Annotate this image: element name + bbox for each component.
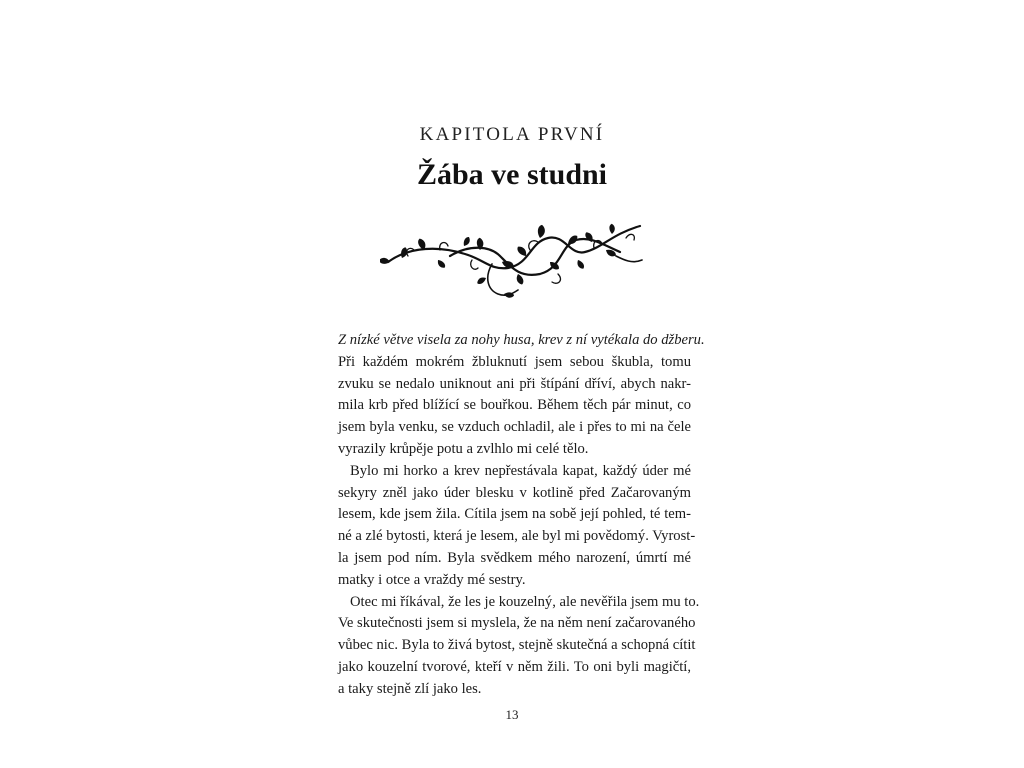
page-number: 13 (505, 707, 519, 722)
text-line: a taky stejně zlí jako les. (338, 680, 482, 697)
text-line: zvuku se nedalo uniknout ani při štípání dříví, abych nakr- (338, 375, 691, 392)
chapter-body (338, 330, 705, 701)
text-line: mila krb před blížící se bouřkou. Během těch pár minut, co (338, 397, 691, 414)
text-line: Ve skutečnosti jsem si myslela, že na něm není začarovaného (338, 615, 696, 632)
chapter-label: KAPITOLA PRVNÍ (419, 124, 605, 145)
chapter-title: Žába ve studni (416, 158, 608, 191)
text-line: sekyry zněl jako úder blesku v kotlině před Začarovaným (338, 484, 691, 501)
text-line: matky i otce a vraždy mé sestry. (338, 571, 526, 588)
text-line: Otec mi říkával, že les je kouzelný, ale nevěřila jsem mu to. (350, 593, 700, 610)
text-line: né a zlé bytosti, která je lesem, ale byl mi povědomý. Vyrost- (338, 528, 696, 545)
vine-flourish-icon (380, 216, 650, 308)
text-line: lesem, kde jsem žila. Cítila jsem na sobě její pohled, té tem- (338, 506, 691, 523)
text-line: vůbec nic. Byla to živá bytost, stejně skutečná a schopná cítit (338, 637, 696, 654)
text-line: la jsem pod ním. Byla svědkem mého narození, úmrtí mé (338, 549, 691, 566)
text-line: vyrazily krůpěje potu a zvlhlo mi celé tělo. (338, 440, 589, 457)
text-line: jako kouzelní tvorové, kteří v něm žili. To oni byli magičtí, (338, 658, 691, 675)
text-line: jsem byla venku, se vzduch ochladil, ale i přes to mi na čele (338, 419, 691, 436)
text-line: Při každém mokrém žbluknutí jsem sebou škubla, tomu (338, 353, 691, 370)
text-line: Bylo mi horko a krev nepřestávala kapat, každý úder mé (350, 462, 691, 479)
text-line: Z nízké větve visela za nohy husa, krev z ní vytékala do džberu. (338, 332, 705, 348)
